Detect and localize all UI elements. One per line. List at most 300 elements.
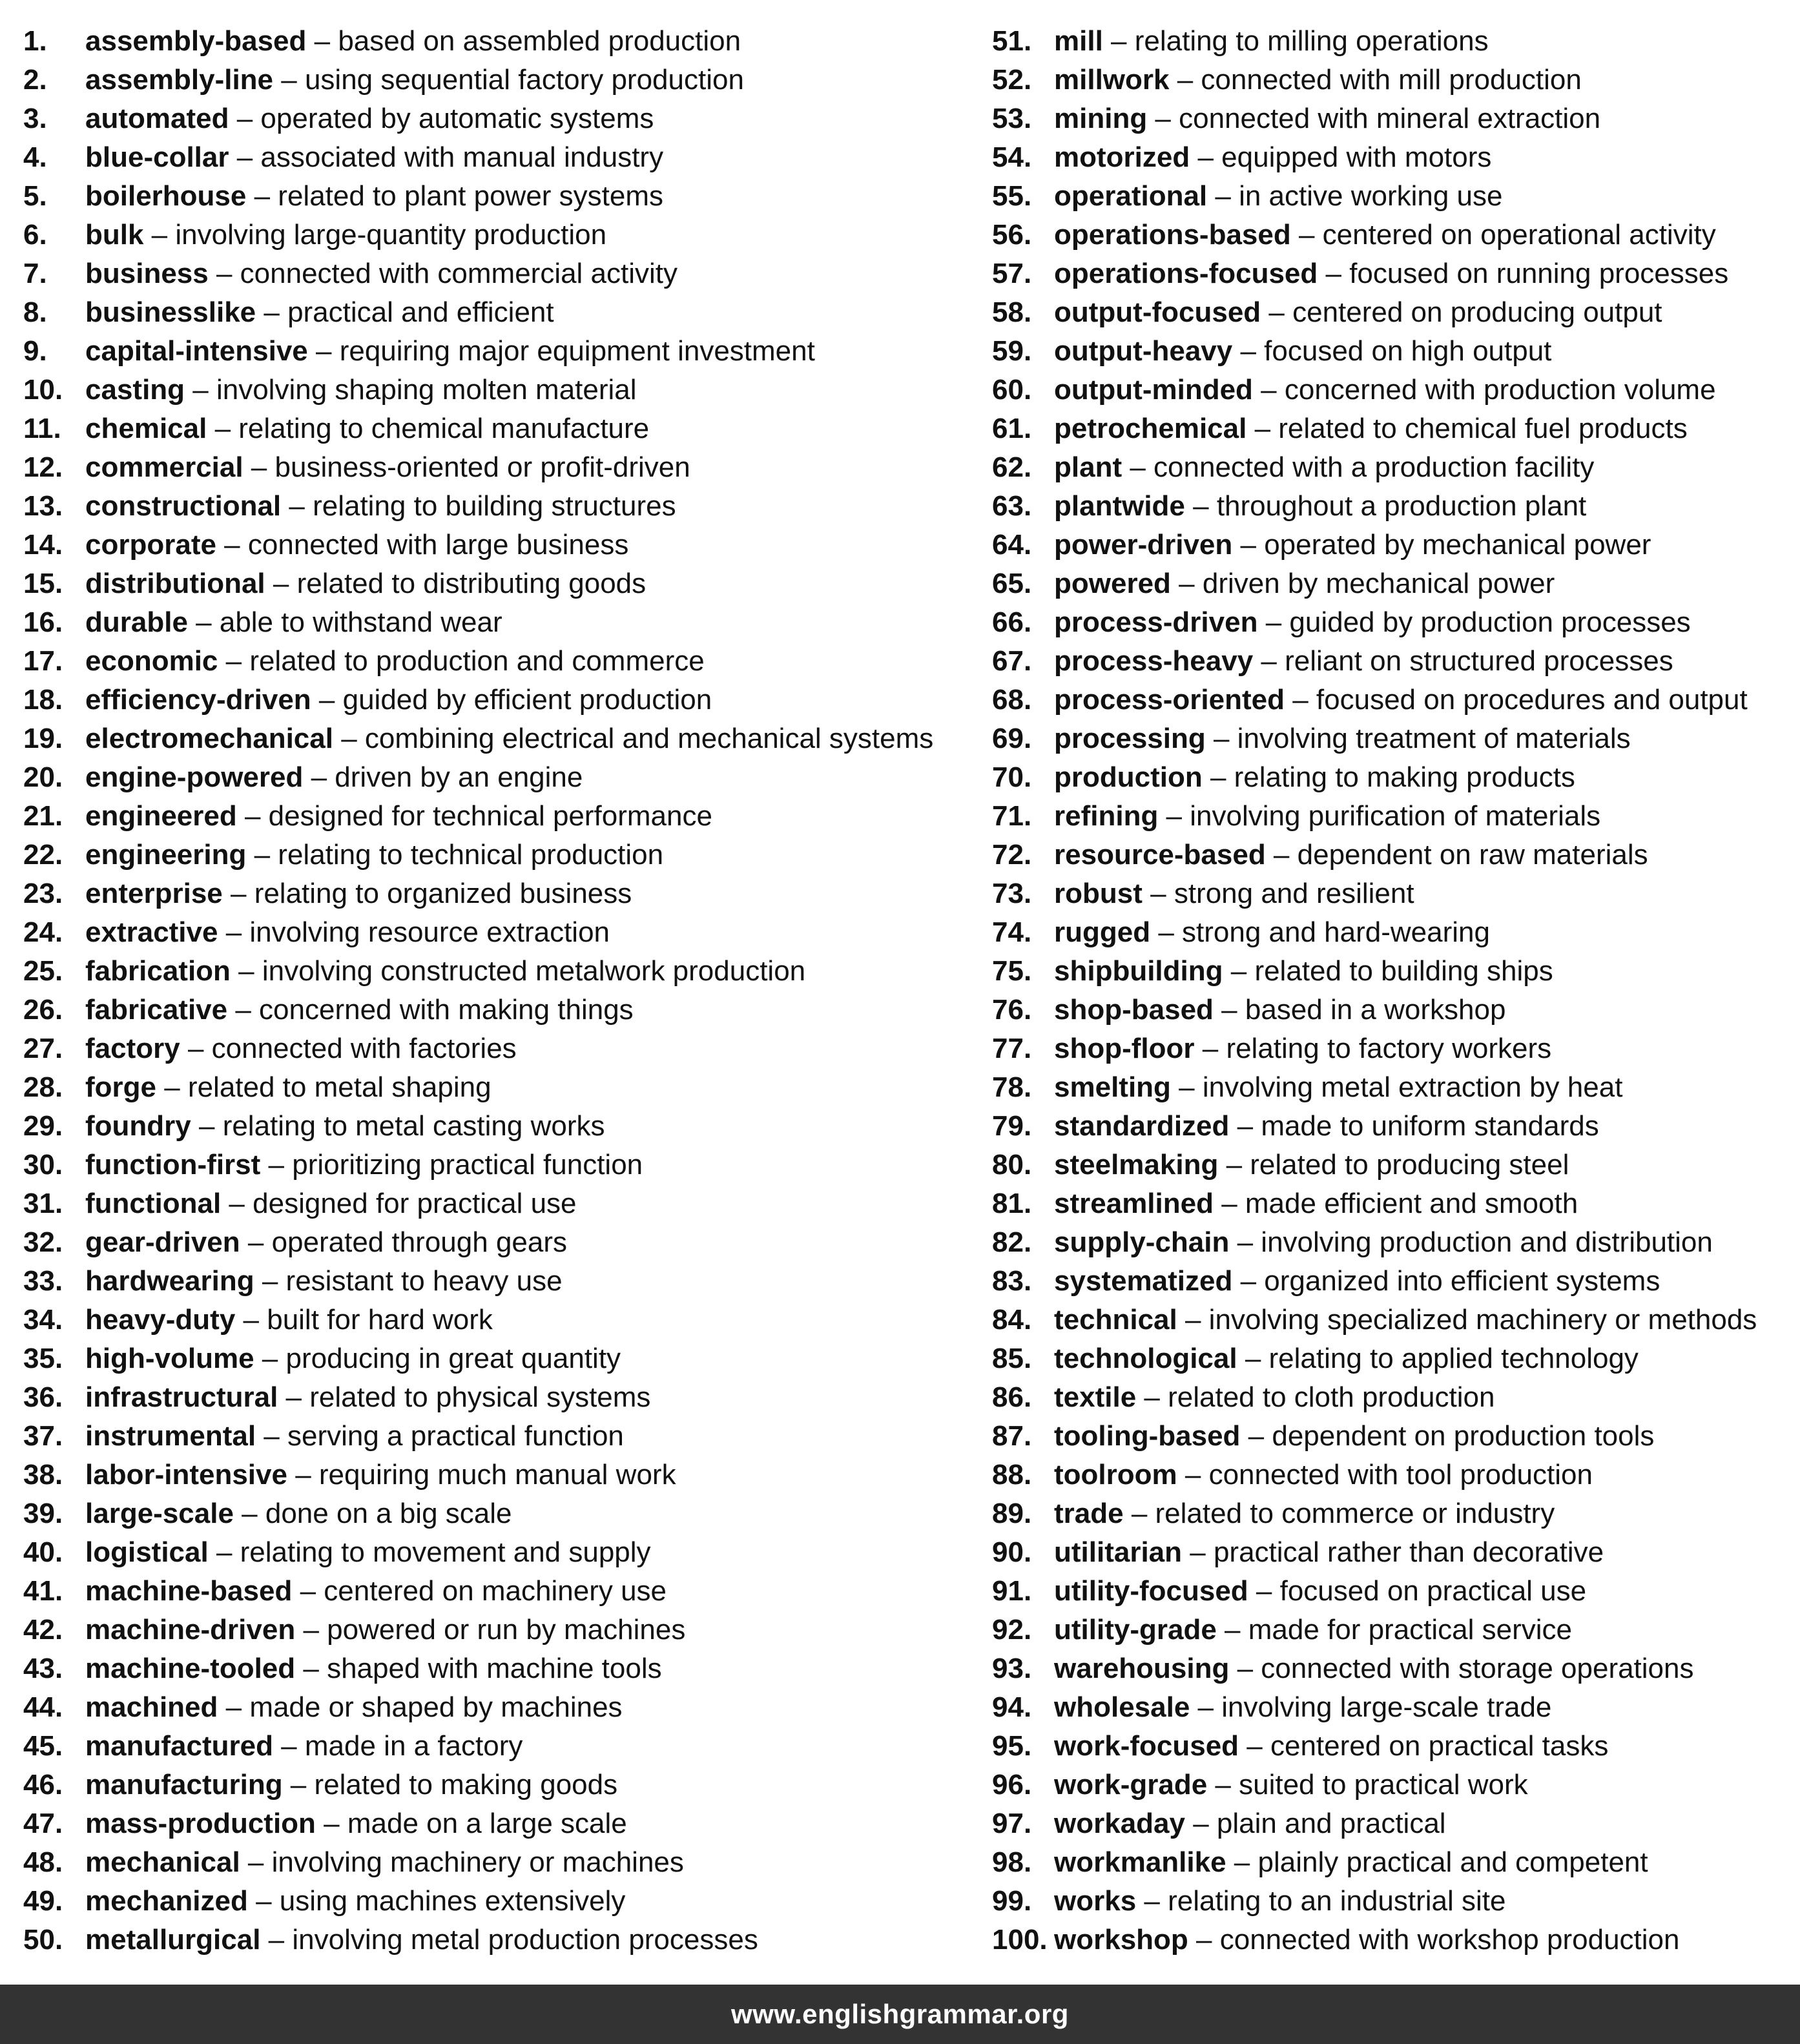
item-definition: concerned with production volume — [1284, 374, 1716, 406]
item-separator: – — [243, 451, 275, 483]
item-separator: – — [156, 1071, 188, 1103]
item-number: 55. — [992, 180, 1032, 212]
item-separator: – — [1239, 1730, 1270, 1762]
item-definition: relating to technical production — [278, 839, 664, 871]
item-term: distributional — [85, 568, 265, 599]
list-item — [992, 332, 1793, 371]
item-definition: involving resource extraction — [249, 916, 610, 948]
item-definition: centered on practical tasks — [1270, 1730, 1609, 1762]
item-definition: relating to milling operations — [1134, 25, 1489, 57]
item-separator: – — [295, 1614, 327, 1646]
list-item — [23, 1494, 966, 1533]
list-item — [23, 177, 966, 216]
list-item — [992, 1301, 1793, 1339]
item-term: operational — [1054, 180, 1208, 212]
item-separator: – — [1252, 374, 1285, 406]
item-separator: – — [1213, 1188, 1245, 1219]
item-separator: – — [1202, 761, 1234, 793]
item-term: large-scale — [85, 1498, 234, 1529]
item-separator: – — [287, 1459, 319, 1491]
item-number: 79. — [992, 1110, 1032, 1142]
item-separator: – — [307, 335, 340, 367]
item-term: economic — [85, 645, 218, 677]
item-separator: – — [208, 1536, 240, 1568]
item-definition: related to metal shaping — [187, 1071, 491, 1103]
item-separator: – — [303, 761, 335, 793]
list-item — [23, 1301, 966, 1339]
list-item — [992, 1223, 1793, 1262]
item-separator: – — [1188, 1924, 1220, 1956]
item-term: instrumental — [85, 1420, 256, 1452]
item-separator: – — [230, 955, 262, 987]
item-term: foundry — [85, 1110, 191, 1142]
item-number: 1. — [23, 25, 47, 57]
item-separator: – — [1218, 1149, 1250, 1181]
item-number: 70. — [992, 761, 1032, 793]
item-definition: reliant on structured processes — [1285, 645, 1673, 677]
item-definition: made on a large scale — [347, 1808, 627, 1839]
item-separator: – — [233, 1498, 265, 1529]
list-item — [992, 874, 1793, 913]
item-definition: suited to practical work — [1239, 1769, 1528, 1801]
item-term: commercial — [85, 451, 243, 483]
item-separator: – — [1190, 141, 1222, 173]
list-item — [992, 99, 1793, 138]
item-term: process-heavy — [1054, 645, 1254, 677]
item-term: automated — [85, 103, 229, 134]
item-term: chemical — [85, 413, 207, 444]
item-separator: – — [1290, 219, 1323, 251]
item-definition: made efficient and smooth — [1245, 1188, 1578, 1219]
list-item — [992, 1456, 1793, 1494]
item-definition: related to physical systems — [309, 1381, 651, 1413]
item-number: 100. — [992, 1924, 1048, 1956]
item-term: streamlined — [1054, 1188, 1214, 1219]
item-term: operations-focused — [1054, 258, 1318, 289]
item-term: high-volume — [85, 1343, 254, 1374]
list-item — [992, 487, 1793, 526]
item-term: workmanlike — [1054, 1846, 1226, 1878]
item-term: output-minded — [1054, 374, 1253, 406]
list-item — [23, 1068, 966, 1107]
item-definition: dependent on production tools — [1272, 1420, 1655, 1452]
item-term: shipbuilding — [1054, 955, 1223, 987]
item-definition: guided by production processes — [1289, 606, 1691, 638]
list-item — [23, 1921, 966, 1959]
item-number: 43. — [23, 1653, 63, 1684]
item-number: 82. — [992, 1226, 1032, 1258]
item-separator: – — [292, 1575, 324, 1607]
item-separator: – — [1232, 1265, 1265, 1297]
item-number: 8. — [23, 296, 47, 328]
item-definition: designed for practical use — [253, 1188, 577, 1219]
item-number: 18. — [23, 684, 63, 716]
item-number: 71. — [992, 800, 1032, 832]
item-term: electromechanical — [85, 723, 333, 754]
item-term: manufacturing — [85, 1769, 283, 1801]
item-definition: involving purification of materials — [1190, 800, 1601, 832]
list-item — [23, 1843, 966, 1882]
item-separator: – — [180, 1033, 212, 1064]
item-definition: guided by efficient production — [342, 684, 712, 716]
item-term: heavy-duty — [85, 1304, 236, 1336]
item-definition: involving metal production processes — [292, 1924, 758, 1956]
item-separator: – — [1229, 1226, 1261, 1258]
item-term: works — [1054, 1885, 1137, 1917]
item-definition: powered or run by machines — [327, 1614, 686, 1646]
item-separator: – — [1136, 1381, 1168, 1413]
list-item — [23, 564, 966, 603]
item-number: 29. — [23, 1110, 63, 1142]
list-item — [23, 1649, 966, 1688]
item-separator: – — [218, 645, 250, 677]
item-number: 23. — [23, 878, 63, 909]
list-item — [23, 1688, 966, 1727]
item-separator: – — [1170, 568, 1203, 599]
item-number: 59. — [992, 335, 1032, 367]
item-number: 90. — [992, 1536, 1032, 1568]
list-item — [992, 177, 1793, 216]
item-term: factory — [85, 1033, 180, 1064]
item-separator: – — [235, 1304, 267, 1336]
item-definition: in active working use — [1239, 180, 1503, 212]
list-item — [23, 952, 966, 991]
item-number: 51. — [992, 25, 1032, 57]
list-item — [23, 836, 966, 874]
item-number: 58. — [992, 296, 1032, 328]
item-term: machine-tooled — [85, 1653, 296, 1684]
item-number: 9. — [23, 335, 47, 367]
item-separator: – — [1247, 413, 1279, 444]
item-number: 13. — [23, 490, 63, 522]
item-number: 57. — [992, 258, 1032, 289]
list-item — [992, 1378, 1793, 1417]
list-item — [23, 1611, 966, 1649]
item-separator: – — [273, 64, 305, 96]
list-item — [23, 61, 966, 99]
item-definition: organized into efficient systems — [1264, 1265, 1660, 1297]
list-item — [23, 874, 966, 913]
item-separator: – — [295, 1653, 327, 1684]
item-separator: – — [1170, 1071, 1203, 1103]
list-item — [992, 1882, 1793, 1921]
item-number: 94. — [992, 1691, 1032, 1723]
item-definition: plain and practical — [1216, 1808, 1446, 1839]
item-number: 65. — [992, 568, 1032, 599]
item-separator: – — [1318, 258, 1350, 289]
item-definition: designed for technical performance — [268, 800, 712, 832]
item-number: 80. — [992, 1149, 1032, 1181]
item-definition: connected with mineral extraction — [1179, 103, 1601, 134]
item-term: engineering — [85, 839, 247, 871]
item-term: rugged — [1054, 916, 1151, 948]
list-item — [23, 1572, 966, 1611]
item-term: supply-chain — [1054, 1226, 1230, 1258]
list-item — [23, 603, 966, 642]
list-item — [23, 254, 966, 293]
item-definition: made in a factory — [304, 1730, 523, 1762]
item-definition: connected with large business — [247, 529, 629, 561]
item-definition: practical and efficient — [287, 296, 554, 328]
footer-url: www.englishgrammar.org — [731, 1999, 1069, 2029]
item-number: 39. — [23, 1498, 63, 1529]
item-number: 17. — [23, 645, 63, 677]
item-number: 54. — [992, 141, 1032, 173]
item-number: 53. — [992, 103, 1032, 134]
list-item — [992, 22, 1793, 61]
item-term: utility-grade — [1054, 1614, 1217, 1646]
item-definition: requiring major equipment investment — [339, 335, 815, 367]
item-definition: relating to building structures — [313, 490, 676, 522]
item-definition: practical rather than decorative — [1213, 1536, 1604, 1568]
item-number: 76. — [992, 994, 1032, 1026]
item-number: 87. — [992, 1420, 1032, 1452]
item-definition: throughout a production plant — [1216, 490, 1587, 522]
item-separator: – — [240, 1226, 272, 1258]
item-number: 99. — [992, 1885, 1032, 1917]
item-term: bulk — [85, 219, 144, 251]
item-separator: – — [273, 1730, 305, 1762]
item-number: 56. — [992, 219, 1032, 251]
item-term: constructional — [85, 490, 282, 522]
list-item — [23, 1378, 966, 1417]
list-item — [23, 1456, 966, 1494]
item-separator: – — [246, 839, 278, 871]
item-number: 40. — [23, 1536, 63, 1568]
item-definition: focused on running processes — [1349, 258, 1729, 289]
list-item — [992, 1804, 1793, 1843]
item-separator: – — [1190, 1691, 1222, 1723]
item-definition: able to withstand wear — [219, 606, 502, 638]
item-number: 84. — [992, 1304, 1032, 1336]
list-item — [23, 371, 966, 409]
item-number: 98. — [992, 1846, 1032, 1878]
item-definition: driven by an engine — [335, 761, 583, 793]
item-definition: connected with factories — [211, 1033, 517, 1064]
item-term: engineered — [85, 800, 237, 832]
word-list-left-column — [23, 22, 966, 1959]
item-definition: related to cloth production — [1168, 1381, 1495, 1413]
item-term: gear-driven — [85, 1226, 240, 1258]
list-item — [992, 61, 1793, 99]
item-term: machined — [85, 1691, 218, 1723]
item-term: power-driven — [1054, 529, 1233, 561]
list-item — [992, 1146, 1793, 1184]
item-term: shop-based — [1054, 994, 1214, 1026]
item-number: 77. — [992, 1033, 1032, 1064]
item-definition: relating to an industrial site — [1168, 1885, 1506, 1917]
item-number: 46. — [23, 1769, 63, 1801]
item-separator: – — [1284, 684, 1316, 716]
list-item — [992, 1029, 1793, 1068]
item-term: production — [1054, 761, 1203, 793]
item-definition: relating to metal casting works — [222, 1110, 605, 1142]
list-item — [23, 487, 966, 526]
item-number: 15. — [23, 568, 63, 599]
item-term: function-first — [85, 1149, 261, 1181]
item-number: 25. — [23, 955, 63, 987]
item-separator: – — [240, 1846, 272, 1878]
list-item — [23, 1804, 966, 1843]
item-number: 52. — [992, 64, 1032, 96]
item-definition: connected with a production facility — [1153, 451, 1595, 483]
list-item — [992, 1533, 1793, 1572]
item-number: 47. — [23, 1808, 63, 1839]
item-term: robust — [1054, 878, 1143, 909]
item-separator: – — [1194, 1033, 1226, 1064]
item-separator: – — [221, 1188, 253, 1219]
item-number: 12. — [23, 451, 63, 483]
item-definition: relating to making products — [1234, 761, 1575, 793]
item-number: 31. — [23, 1188, 63, 1219]
item-term: shop-floor — [1054, 1033, 1195, 1064]
item-definition: associated with manual industry — [260, 141, 664, 173]
item-number: 85. — [992, 1343, 1032, 1374]
item-number: 49. — [23, 1885, 63, 1917]
list-item — [992, 254, 1793, 293]
item-number: 68. — [992, 684, 1032, 716]
item-number: 16. — [23, 606, 63, 638]
item-term: technological — [1054, 1343, 1237, 1374]
item-term: output-heavy — [1054, 335, 1233, 367]
list-item — [23, 913, 966, 952]
list-item — [992, 991, 1793, 1029]
item-definition: involving large-quantity production — [175, 219, 607, 251]
item-definition: centered on machinery use — [324, 1575, 667, 1607]
list-item — [992, 1107, 1793, 1146]
item-term: manufactured — [85, 1730, 273, 1762]
item-term: mass-production — [85, 1808, 316, 1839]
item-definition: using sequential factory production — [304, 64, 744, 96]
item-separator: – — [218, 916, 250, 948]
list-item — [992, 1611, 1793, 1649]
item-definition: involving production and distribution — [1261, 1226, 1713, 1258]
item-number: 5. — [23, 180, 47, 212]
item-term: millwork — [1054, 64, 1170, 96]
list-item — [23, 758, 966, 797]
item-number: 66. — [992, 606, 1032, 638]
list-item — [992, 952, 1793, 991]
item-term: work-grade — [1054, 1769, 1208, 1801]
item-definition: related to building ships — [1254, 955, 1553, 987]
item-number: 4. — [23, 141, 47, 173]
item-term: business — [85, 258, 209, 289]
item-term: mining — [1054, 103, 1148, 134]
item-number: 21. — [23, 800, 63, 832]
item-separator: – — [236, 800, 269, 832]
item-separator: – — [187, 606, 220, 638]
item-definition: using machines extensively — [279, 1885, 626, 1917]
item-number: 62. — [992, 451, 1032, 483]
item-term: boilerhouse — [85, 180, 247, 212]
item-definition: equipped with motors — [1221, 141, 1492, 173]
item-separator: – — [1177, 1304, 1209, 1336]
list-item — [23, 1727, 966, 1766]
item-separator: – — [229, 141, 261, 173]
item-number: 92. — [992, 1614, 1032, 1646]
item-definition: related to chemical fuel products — [1278, 413, 1688, 444]
list-item — [23, 1417, 966, 1456]
item-definition: involving metal extraction by heat — [1202, 1071, 1623, 1103]
list-item — [992, 836, 1793, 874]
word-list-right-column — [992, 22, 1793, 1959]
list-item — [992, 1184, 1793, 1223]
item-definition: plainly practical and competent — [1257, 1846, 1648, 1878]
item-number: 2. — [23, 64, 47, 96]
item-number: 50. — [23, 1924, 63, 1956]
item-term: engine-powered — [85, 761, 304, 793]
list-item — [23, 1146, 966, 1184]
item-term: assembly-line — [85, 64, 274, 96]
list-item — [23, 293, 966, 332]
item-number: 33. — [23, 1265, 63, 1297]
list-item — [23, 681, 966, 719]
item-definition: connected with commercial activity — [240, 258, 678, 289]
item-term: steelmaking — [1054, 1149, 1219, 1181]
list-item — [992, 913, 1793, 952]
item-separator: – — [246, 180, 278, 212]
item-definition: centered on producing output — [1292, 296, 1662, 328]
item-separator: – — [1216, 1614, 1248, 1646]
item-separator: – — [1123, 1498, 1155, 1529]
item-definition: shaped with machine tools — [327, 1653, 662, 1684]
item-term: workaday — [1054, 1808, 1185, 1839]
list-item — [23, 719, 966, 758]
item-separator: – — [1207, 180, 1239, 212]
item-definition: business-oriented or profit-driven — [274, 451, 690, 483]
item-term: forge — [85, 1071, 156, 1103]
item-separator: – — [1248, 1575, 1280, 1607]
item-definition: involving constructed metalwork production — [262, 955, 806, 987]
item-definition: done on a big scale — [265, 1498, 512, 1529]
item-separator: – — [1261, 296, 1293, 328]
list-item — [23, 99, 966, 138]
item-term: powered — [1054, 568, 1171, 599]
item-number: 69. — [992, 723, 1032, 754]
item-definition: focused on high output — [1264, 335, 1552, 367]
item-separator: – — [1169, 64, 1201, 96]
item-term: systematized — [1054, 1265, 1233, 1297]
item-separator: – — [143, 219, 176, 251]
list-item — [992, 1688, 1793, 1727]
item-term: durable — [85, 606, 188, 638]
item-term: assembly-based — [85, 25, 307, 57]
item-definition: relating to applied technology — [1268, 1343, 1639, 1374]
item-term: tooling-based — [1054, 1420, 1241, 1452]
item-definition: involving specialized machinery or methods — [1208, 1304, 1757, 1336]
item-definition: related to plant power systems — [278, 180, 664, 212]
item-term: mechanical — [85, 1846, 240, 1878]
item-term: casting — [85, 374, 185, 406]
item-separator: – — [260, 1149, 293, 1181]
item-separator: – — [1232, 335, 1265, 367]
item-term: corporate — [85, 529, 216, 561]
list-item — [23, 448, 966, 487]
item-definition: concerned with making things — [259, 994, 634, 1026]
item-separator: – — [1253, 645, 1285, 677]
item-term: utilitarian — [1054, 1536, 1183, 1568]
item-separator: – — [256, 1420, 287, 1452]
item-definition: made to uniform standards — [1261, 1110, 1599, 1142]
item-term: plant — [1054, 451, 1122, 483]
item-number: 93. — [992, 1653, 1032, 1684]
item-separator: – — [185, 374, 216, 406]
item-separator: – — [1226, 1846, 1258, 1878]
item-term: functional — [85, 1188, 222, 1219]
item-number: 45. — [23, 1730, 63, 1762]
item-number: 60. — [992, 374, 1032, 406]
item-separator: – — [311, 684, 343, 716]
